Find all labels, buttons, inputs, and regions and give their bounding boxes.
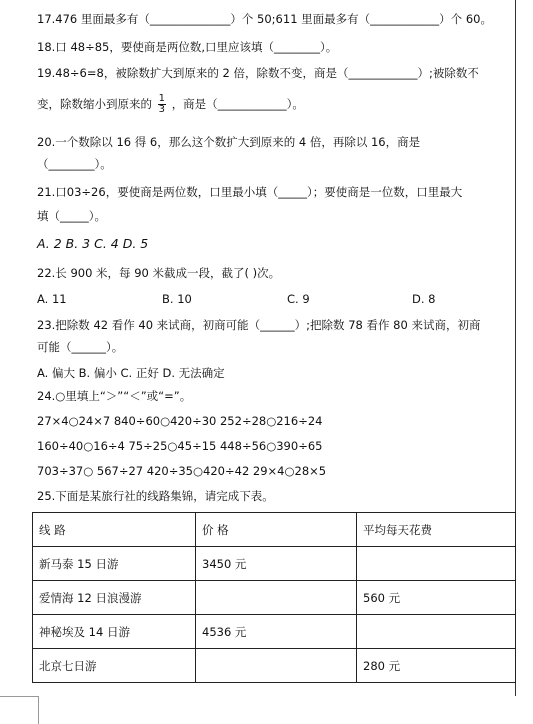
question-24: 24.○里填上“＞”“＜”或“=”。	[37, 389, 192, 403]
question-18: 18.口 48÷85，要使商是两位数,口里应该填（________）。	[37, 40, 338, 54]
question-20-line2: （________）。	[37, 157, 112, 171]
table-row	[33, 615, 516, 649]
question-22-option-d: D. 8	[412, 292, 436, 306]
route-cell: 新马泰 15 日游	[33, 547, 196, 581]
table-row	[33, 581, 516, 615]
question-23-line1: 23.把除数 42 看作 40 来试商，初商可能（______）;把除数 78 看作 80 来试商，初商	[37, 318, 481, 332]
question-21-line2: 填（_____）。	[37, 209, 106, 223]
question-23-options: A. 偏大 B. 偏小 C. 正好 D. 无法确定	[37, 366, 225, 380]
price-cell[interactable]	[196, 581, 357, 615]
question-20-line1: 20.一个数除以 16 得 6，那么这个数扩大到原来的 4 倍，再除以 16，商是	[37, 135, 421, 149]
price-cell[interactable]	[196, 649, 357, 683]
question-24-row-1: 27×4○24×7 840÷60○420÷30 252÷28○216÷24	[37, 414, 323, 428]
daily-cost-cell[interactable]: 560 元	[357, 581, 516, 615]
daily-cost-cell[interactable]	[357, 547, 516, 581]
question-19-text-b: ，商是（____________）。	[171, 97, 304, 111]
table-header-row	[33, 513, 516, 547]
page-corner-mark-vertical	[38, 696, 39, 724]
question-22-option-c: C. 9	[287, 292, 310, 306]
fraction-one-third	[158, 94, 166, 115]
question-19-line2	[37, 94, 304, 115]
daily-cost-cell[interactable]: 280 元	[357, 649, 516, 683]
route-cell: 北京七日游	[33, 649, 196, 683]
question-17: 17.476 里面最多有（______________）个 50;611 里面最多有（____________）个 60。	[37, 12, 492, 26]
question-21-line1: 21.口03÷26，要使商是两位数，口里最小填（_____）；要使商是一位数，口里最大	[37, 185, 463, 199]
question-22: 22.长 900 米，每 90 米截成一段，截了( )次。	[37, 266, 281, 280]
header-daily-cost: 平均每天花费	[357, 513, 516, 547]
route-cell: 神秘埃及 14 日游	[33, 615, 196, 649]
daily-cost-cell[interactable]	[357, 615, 516, 649]
table-row	[33, 649, 516, 683]
route-table	[32, 512, 516, 683]
price-cell[interactable]: 3450 元	[196, 547, 357, 581]
route-cell: 爱情海 12 日浪漫游	[33, 581, 196, 615]
header-route: 线 路	[33, 513, 196, 547]
question-22-option-a: A. 11	[37, 292, 67, 306]
question-25: 25.下面是某旅行社的线路集锦，请完成下表。	[37, 489, 274, 503]
question-22-option-b: B. 10	[162, 292, 192, 306]
price-cell[interactable]: 4536 元	[196, 615, 357, 649]
question-19-text-a: 变，除数缩小到原来的	[37, 97, 152, 111]
question-23-line2: 可能（______）。	[37, 340, 124, 354]
question-24-row-2: 160÷40○16÷4 75÷25○45÷15 448÷56○390÷65	[37, 439, 323, 453]
question-19-line1: 19.48÷6=8，被除数扩大到原来的 2 倍，除数不变，商是（____________）;被除数不	[37, 66, 479, 80]
table-row	[33, 547, 516, 581]
question-24-row-3: 703÷37○ 567÷27 420÷35○420÷42 29×4○28×5	[37, 464, 327, 478]
fraction-denominator: 3	[158, 104, 166, 115]
header-price: 价 格	[196, 513, 357, 547]
fraction-numerator: 1	[158, 93, 166, 104]
page-corner-mark	[0, 696, 38, 697]
question-21-options: A. 2 B. 3 C. 4 D. 5	[37, 236, 149, 251]
